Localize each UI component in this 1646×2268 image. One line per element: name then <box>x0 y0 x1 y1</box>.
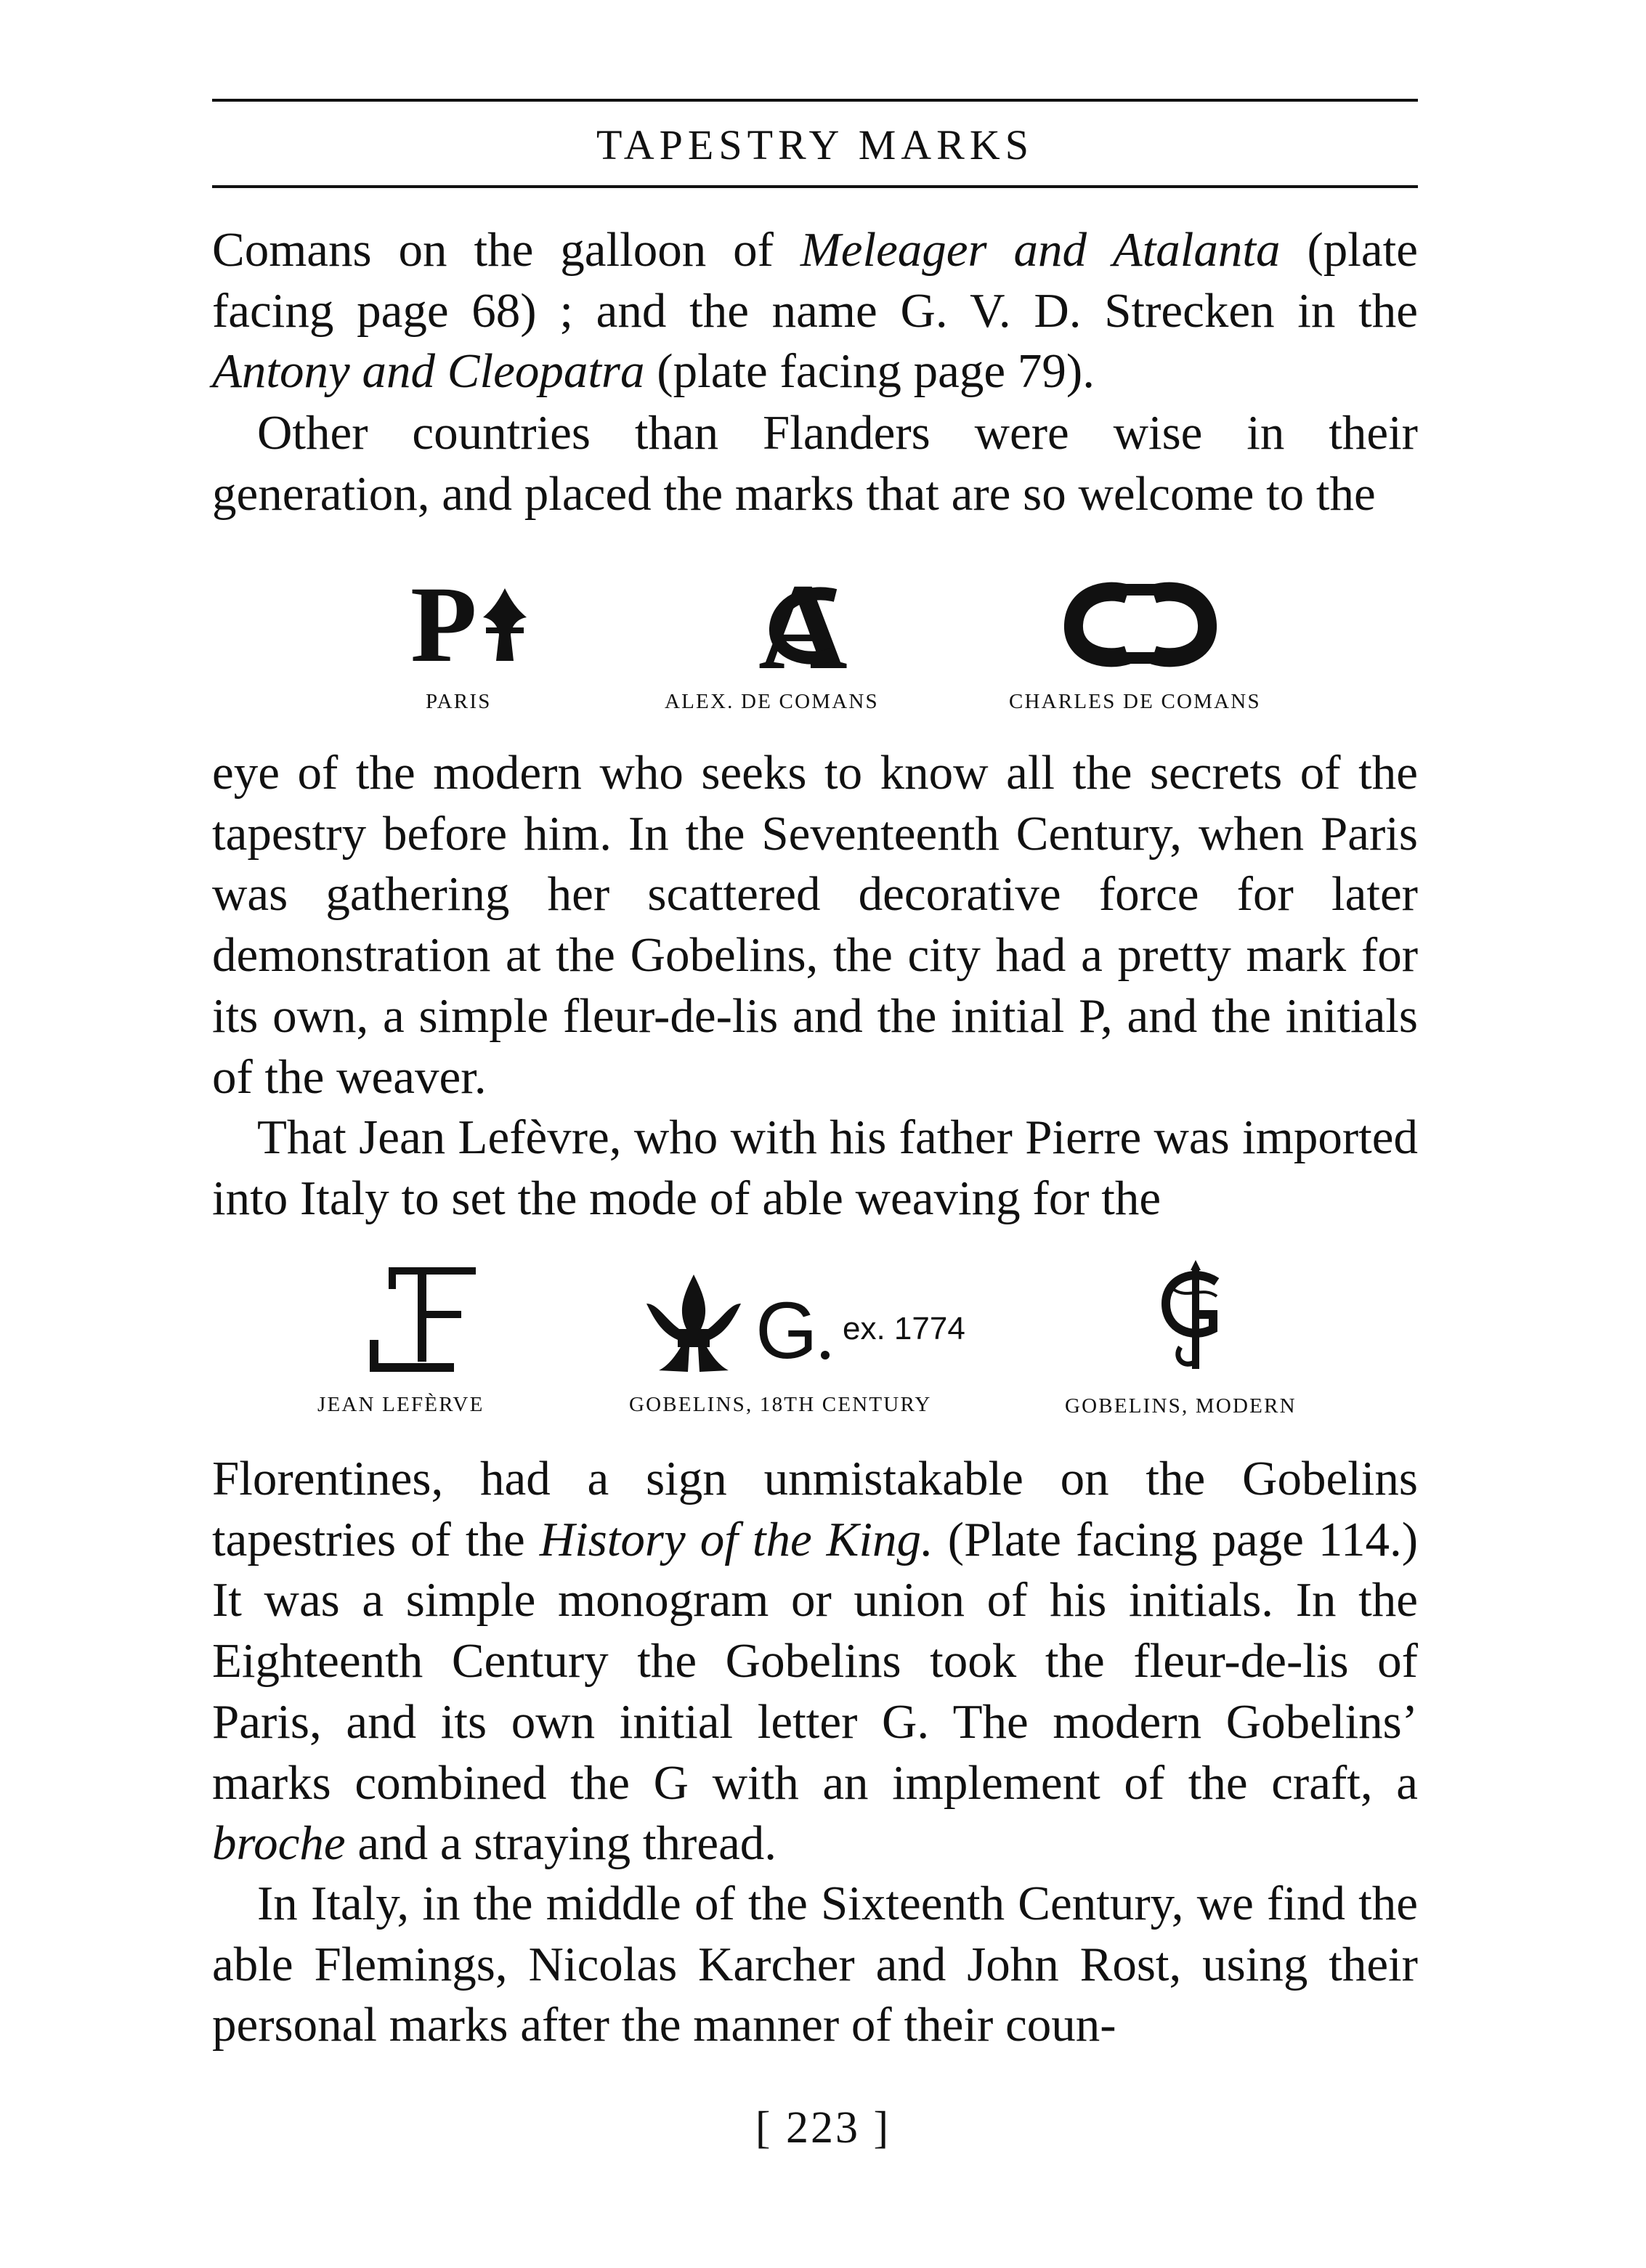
jean-lefevre-mark <box>367 1260 483 1376</box>
paris-mark <box>410 559 548 685</box>
paragraph-2 <box>212 403 1418 524</box>
p2-text: Other countries than Flanders were wise in their generation, and placed the marks that are so welcome to the <box>212 406 1418 521</box>
gobelins-18th-fleur <box>643 1275 745 1376</box>
fleur-de-lis-icon <box>643 1275 745 1376</box>
svg-text:G: G <box>755 1286 818 1375</box>
gobelins-18th-mark <box>755 1285 995 1373</box>
paris-caption: PARIS <box>426 690 492 713</box>
p1-text-3: (plate facing page 79). <box>644 344 1095 399</box>
jean-lefevre-mark-icon <box>367 1260 483 1376</box>
running-head: TAPESTRY MARKS <box>596 121 1034 168</box>
p1-title-2: Antony and Cleopatra <box>212 344 645 399</box>
page-number: [ 223 ] <box>755 2103 891 2153</box>
header-top-rule <box>212 99 1418 102</box>
p5-text-3: and a straying thread. <box>345 1816 777 1871</box>
gobelins-modern-mark-icon <box>1151 1260 1238 1376</box>
paragraph-4 <box>212 1107 1418 1229</box>
p5-title-1: History of the King. <box>539 1512 933 1566</box>
charles-de-comans-mark-icon <box>1061 574 1220 675</box>
paragraph-1 <box>212 220 1418 402</box>
alex-de-comans-mark <box>748 558 879 695</box>
svg-text:A: A <box>758 558 848 695</box>
gobelins-18th-annotation: ex. 1774 <box>843 1311 965 1346</box>
p1-title-1: Meleager and Atalanta <box>800 223 1281 277</box>
paragraph-5 <box>212 1449 1418 1874</box>
header-bottom-rule <box>212 185 1418 188</box>
p4-text: That Jean Lefèvre, who with his father Pierre was imported into Italy to set the mode of able weaving for the <box>212 1110 1418 1225</box>
p1-text-2: (plate facing page 68) ; and the name G. V. D. Strecken in the <box>212 223 1418 338</box>
alex-de-comans-caption: ALEX. DE COMANS <box>665 690 879 713</box>
charles-de-comans-caption: CHARLES DE COMANS <box>1009 690 1261 713</box>
p5-term-broche: broche <box>212 1816 346 1871</box>
jean-lefevre-caption: JEAN LEFÈRVE <box>317 1393 485 1416</box>
paragraph-3 <box>212 743 1418 1107</box>
p5-text-2: (Plate facing page 114.) It was a simple monogram or union of his initials. In the Eighteenth Century the Gobelins took the fleur-de-lis of Paris, and its own initial letter G. The modern Gobelins’ marks combined the G with an implement of the craft, a <box>212 1512 1419 1810</box>
gobelins-18th-caption: GOBELINS, 18TH CENTURY <box>629 1393 932 1416</box>
gobelins-18th-mark-icon <box>755 1285 995 1373</box>
paris-mark-icon <box>410 559 548 685</box>
p1-text-1: Comans on the galloon of <box>212 223 800 277</box>
charles-de-comans-mark <box>1061 574 1220 675</box>
gobelins-modern-mark <box>1151 1260 1238 1376</box>
alex-de-comans-mark-icon <box>748 558 879 695</box>
p6-text: In Italy, in the middle of the Sixteenth Century, we find the able Flemings, Nicolas Karcher and John Rost, using their personal marks after the manner of their coun- <box>212 1877 1418 2052</box>
svg-text:P: P <box>410 564 477 685</box>
paragraph-6 <box>212 1874 1418 2056</box>
p5-text-1: Florentines, had a sign unmistakable on the Gobelins tapestries of the <box>212 1452 1418 1566</box>
gobelins-modern-caption: GOBELINS, MODERN <box>1065 1394 1297 1418</box>
p3-text: eye of the modern who seeks to know all the secrets of the tapestry before him. In the Seventeenth Century, when Paris was gathering her scattered decorative force for later demonstration at the Gobelins, the city had a pretty mark for its own, a simple fleur-de-lis and the initial P, and the initials of the weaver. <box>212 746 1418 1104</box>
